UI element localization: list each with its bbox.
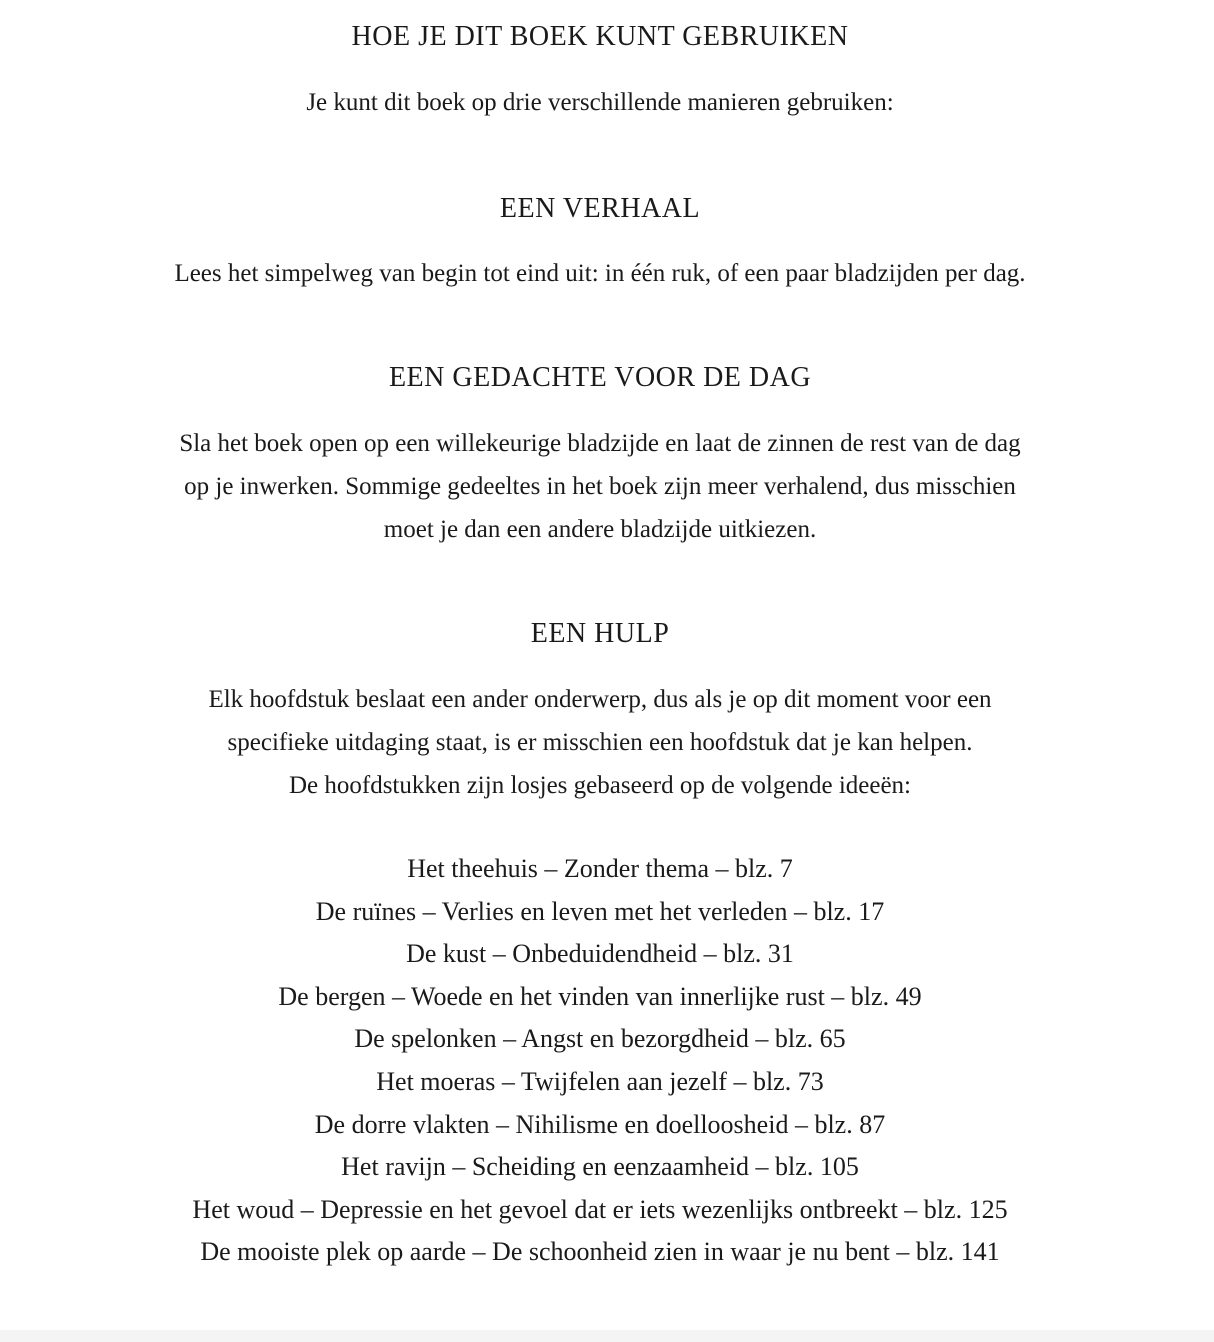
section-text-hulp xyxy=(0,678,1200,807)
intro-text xyxy=(0,81,1200,124)
paragraph-line: Lees het simpelweg van begin tot eind uit: in één ruk, of een paar bladzijden per dag. xyxy=(174,260,1026,287)
paragraph-line: Elk hoofdstuk beslaat een ander onderwerp, dus als je op dit moment voor een xyxy=(208,686,992,713)
chapter-item: Het ravijn – Scheiding en eenzaamheid – blz. 105 xyxy=(341,1152,859,1182)
paragraph-line: specifieke uitdaging staat, is er misschien een hoofdstuk dat je kan helpen. xyxy=(227,729,973,756)
page-bottom-edge xyxy=(0,1330,1214,1342)
chapter-item: Het woud – Depressie en het gevoel dat er iets wezenlijks ontbreekt – blz. 125 xyxy=(192,1194,1008,1224)
chapter-item: De dorre vlakten – Nihilisme en doelloosheid – blz. 87 xyxy=(314,1109,886,1139)
chapter-item: De mooiste plek op aarde – De schoonheid zien in waar je nu bent – blz. 141 xyxy=(200,1237,1000,1267)
chapter-item: Het theehuis – Zonder thema – blz. 7 xyxy=(407,854,793,883)
chapter-item: De bergen – Woede en het vinden van innerlijke rust – blz. 49 xyxy=(278,981,922,1011)
paragraph-line: op je inwerken. Sommige gedeeltes in het boek zijn meer verhalend, dus misschien xyxy=(184,473,1016,500)
chapter-list xyxy=(0,848,1200,1274)
chapter-item: De ruïnes – Verlies en leven met het verleden – blz. 17 xyxy=(315,896,885,926)
intro-line: Je kunt dit boek op drie verschillende manieren gebruiken: xyxy=(306,89,894,116)
section-heading-gedachte: EEN GEDACHTE VOOR DE DAG xyxy=(388,362,812,393)
paragraph-line: moet je dan een andere bladzijde uitkiezen. xyxy=(383,516,817,543)
page-title: HOE JE DIT BOEK KUNT GEBRUIKEN xyxy=(351,21,849,52)
section-heading-hulp: EEN HULP xyxy=(530,618,670,649)
chapter-item: De spelonken – Angst en bezorgdheid – blz. 65 xyxy=(354,1024,846,1054)
section-text-gedachte xyxy=(0,422,1200,551)
chapter-item: De kust – Onbeduidendheid – blz. 31 xyxy=(406,939,794,969)
paragraph-line: Sla het boek open op een willekeurige bladzijde en laat de zinnen de rest van de dag xyxy=(179,430,1021,457)
chapter-item: Het moeras – Twijfelen aan jezelf – blz. 73 xyxy=(376,1066,824,1096)
section-heading-verhaal: EEN VERHAAL xyxy=(499,193,701,224)
section-text-verhaal xyxy=(0,252,1200,295)
paragraph-line: De hoofdstukken zijn losjes gebaseerd op de volgende ideeën: xyxy=(288,772,912,799)
